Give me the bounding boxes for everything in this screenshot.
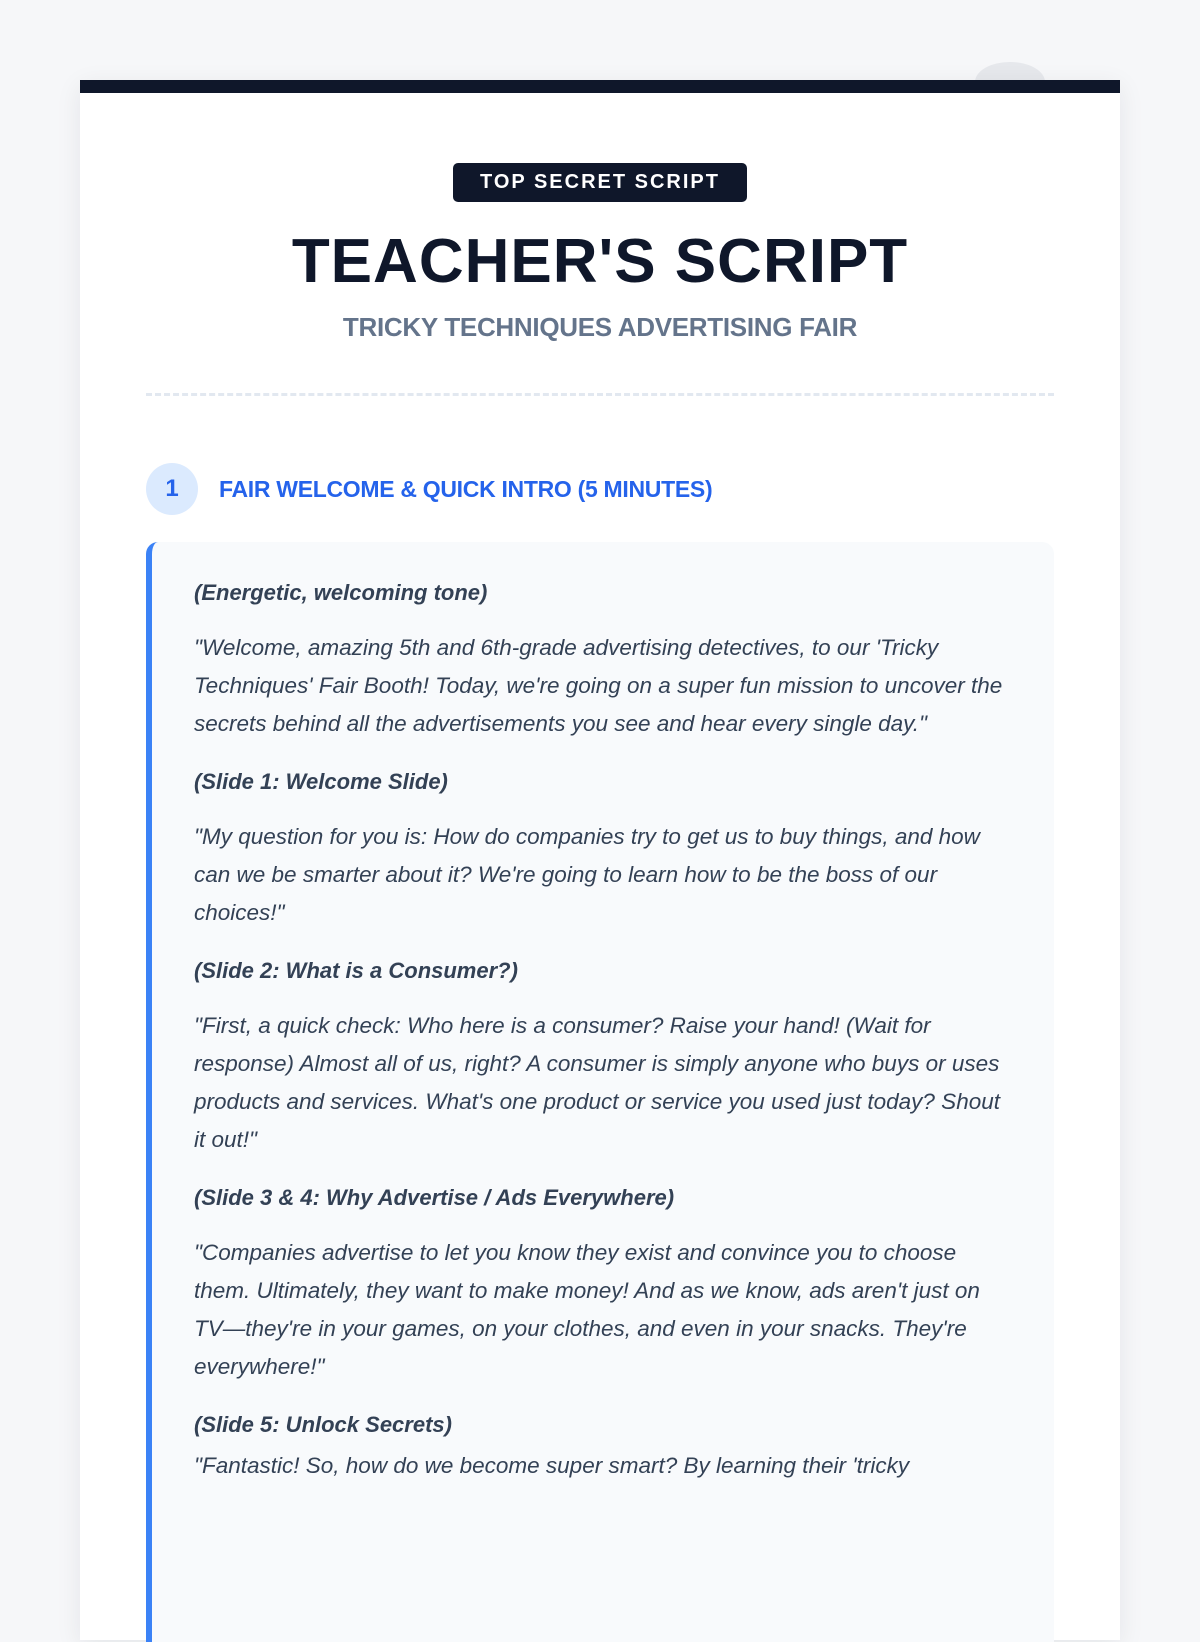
script-line: "Welcome, amazing 5th and 6th-grade advertising detectives, to our 'Tricky Techniques' Fair Booth! Today, we're going on a super fun mission to uncover the secrets behind all the advertisements you see and hear every single day." — [194, 635, 1003, 737]
stage-direction: (Slide 1: Welcome Slide) — [194, 769, 448, 795]
section-title: FAIR WELCOME & QUICK INTRO (5 MINUTES) — [219, 475, 713, 502]
stage-direction: (Slide 3 & 4: Why Advertise / Ads Everywhere) — [194, 1185, 675, 1211]
script-line: "Fantastic! So, how do we become super smart? By learning their 'tricky — [194, 1453, 910, 1479]
script-line: "Companies advertise to let you know they exist and convince you to choose them. Ultimately, they want to make money! And as we know, ads aren't just on TV—they're in your games, on your clothes, and even in your snacks. They're everywhere!" — [194, 1240, 980, 1380]
section-number-badge: 1 — [146, 463, 198, 515]
stage-direction: (Slide 5: Unlock Secrets) — [194, 1412, 452, 1438]
document-header — [80, 93, 1120, 343]
stage-direction: (Energetic, welcoming tone) — [194, 580, 488, 606]
page-title: TEACHER'S SCRIPT — [291, 227, 909, 296]
page-subtitle: TRICKY TECHNIQUES ADVERTISING FAIR — [342, 312, 858, 343]
script-document — [80, 80, 1120, 1640]
script-content-box — [146, 542, 1054, 1642]
dashed-divider — [146, 393, 1054, 396]
script-line: "First, a quick check: Who here is a consumer? Raise your hand! (Wait for response) Almost all of us, right? A consumer is simply anyone who buys or uses products and services. What's one product or service you used just today? Shout it out!" — [194, 1013, 1000, 1153]
top-secret-badge: TOP SECRET SCRIPT — [453, 163, 747, 202]
section-header — [146, 463, 1054, 515]
stage-direction: (Slide 2: What is a Consumer?) — [194, 958, 518, 984]
script-line: "My question for you is: How do companies try to get us to buy things, and how can we be smarter about it? We're going to learn how to be the boss of our choices!" — [194, 824, 980, 926]
